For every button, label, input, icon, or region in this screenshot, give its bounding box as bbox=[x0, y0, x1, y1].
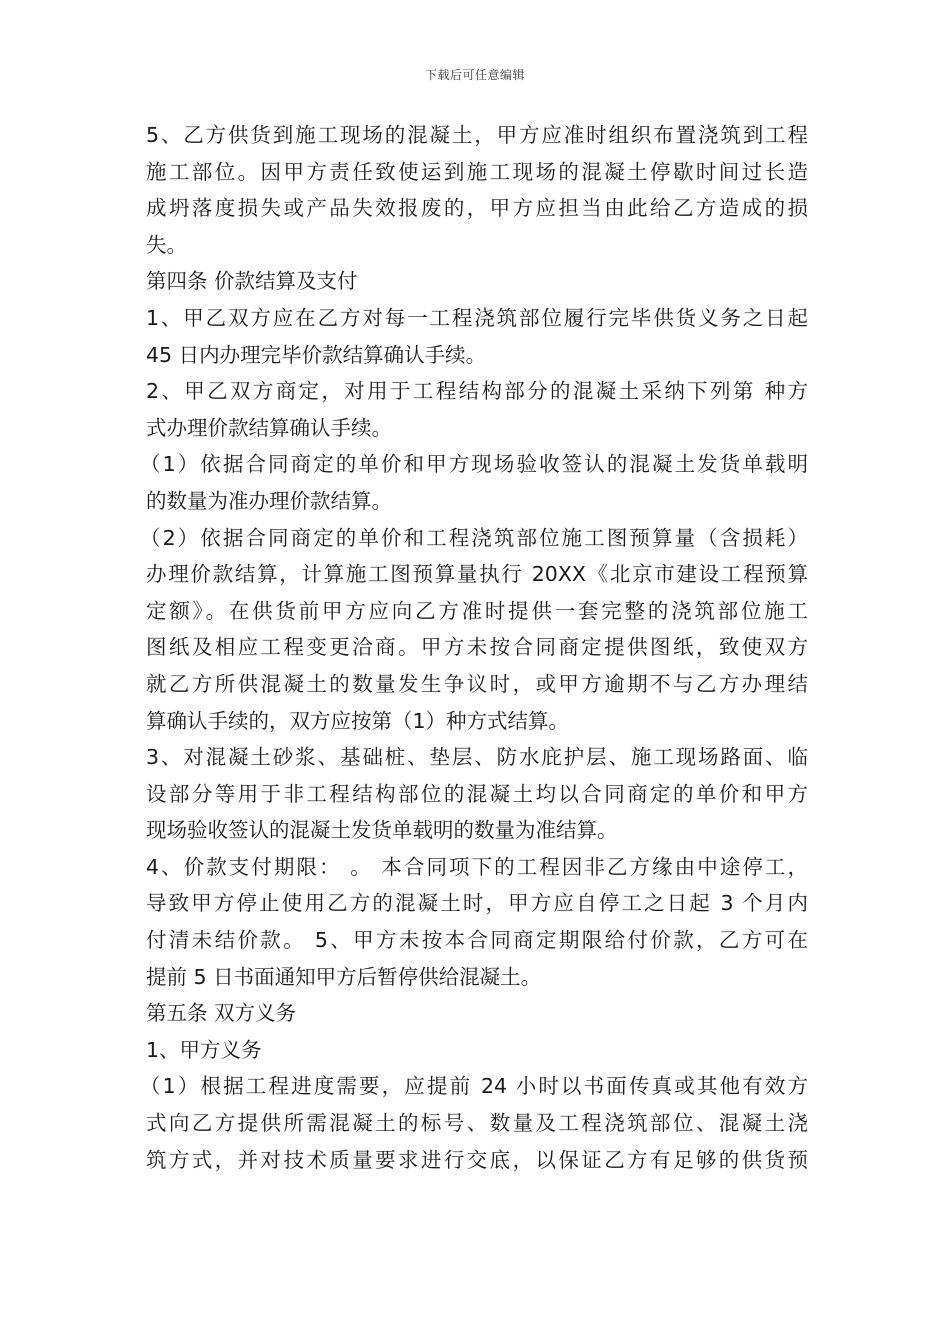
text-line: 3、对混凝土砂浆、基础桩、垫层、防水庇护层、施工现场路面、临 bbox=[146, 745, 808, 770]
document-body bbox=[140, 117, 808, 1178]
subsection-heading: 1、甲方义务 bbox=[146, 1037, 262, 1062]
section-heading: 第五条 双方义务 bbox=[146, 1001, 297, 1026]
text-line: 算确认手续的，双方应按第（1）种方式结算。 bbox=[146, 708, 570, 733]
text-line: 式办理价款结算确认手续。 bbox=[146, 415, 392, 440]
text-line: 4、价款支付期限： 。 本合同项下的工程因非乙方缘由中途停工， bbox=[146, 854, 808, 879]
text-line: （1）依据合同商定的单价和甲方现场验收签认的混凝土发货单载明 bbox=[140, 452, 808, 477]
text-line: 筑方式，并对技术质量要求进行交底，以保证乙方有足够的供货预 bbox=[146, 1147, 808, 1172]
text-line: 现场验收签认的混凝土发货单载明的数量为准结算。 bbox=[146, 818, 618, 843]
text-line: 图纸及相应工程变更洽商。甲方未按合同商定提供图纸，致使双方 bbox=[146, 635, 808, 660]
text-line: 成坍落度损失或产品失效报废的，甲方应担当由此给乙方造成的损 bbox=[146, 196, 808, 221]
text-line: 就乙方所供混凝土的数量发生争议时，或甲方逾期不与乙方办理结 bbox=[146, 671, 808, 696]
text-line: 付清未结价款。 5、甲方未按本合同商定期限给付价款，乙方可在 bbox=[146, 928, 808, 953]
text-line: 设部分等用于非工程结构部位的混凝土均以合同商定的单价和甲方 bbox=[146, 781, 808, 806]
text-line: （1）根据工程进度需要，应提前 24 小时以书面传真或其他有效方 bbox=[140, 1074, 808, 1099]
text-line: 式向乙方提供所需混凝土的标号、数量及工程浇筑部位、混凝土浇 bbox=[146, 1111, 808, 1136]
text-line: 5、乙方供货到施工现场的混凝土，甲方应准时组织布置浇筑到工程 bbox=[146, 123, 808, 147]
text-line: （2）依据合同商定的单价和工程浇筑部位施工图预算量（含损耗） bbox=[140, 525, 808, 550]
text-line: 1、甲乙双方应在乙方对每一工程浇筑部位履行完毕供货义务之日起 bbox=[146, 305, 808, 330]
page-header: 下载后可任意编辑 bbox=[424, 68, 525, 82]
section-heading: 第四条 价款结算及支付 bbox=[146, 269, 358, 294]
text-line: 施工部位。因甲方责任致使运到施工现场的混凝土停歇时间过长造 bbox=[146, 159, 808, 184]
text-line: 2、甲乙双方商定，对用于工程结构部分的混凝土采纳下列第 种方 bbox=[146, 379, 808, 404]
text-line: 提前 5 日书面通知甲方后暂停供给混凝土。 bbox=[146, 964, 542, 989]
text-line: 45 日内办理完毕价款结算确认手续。 bbox=[146, 342, 487, 367]
text-line: 的数量为准办理价款结算。 bbox=[146, 488, 392, 513]
text-line: 失。 bbox=[146, 232, 187, 257]
text-line: 办理价款结算，计算施工图预算量执行 20XX《北京市建设工程预算 bbox=[146, 562, 808, 587]
text-line: 定额》。在供货前甲方应向乙方准时提供一套完整的浇筑部位施工 bbox=[146, 598, 808, 623]
text-line: 导致甲方停止使用乙方的混凝土时，甲方应自停工之日起 3 个月内 bbox=[146, 891, 808, 916]
